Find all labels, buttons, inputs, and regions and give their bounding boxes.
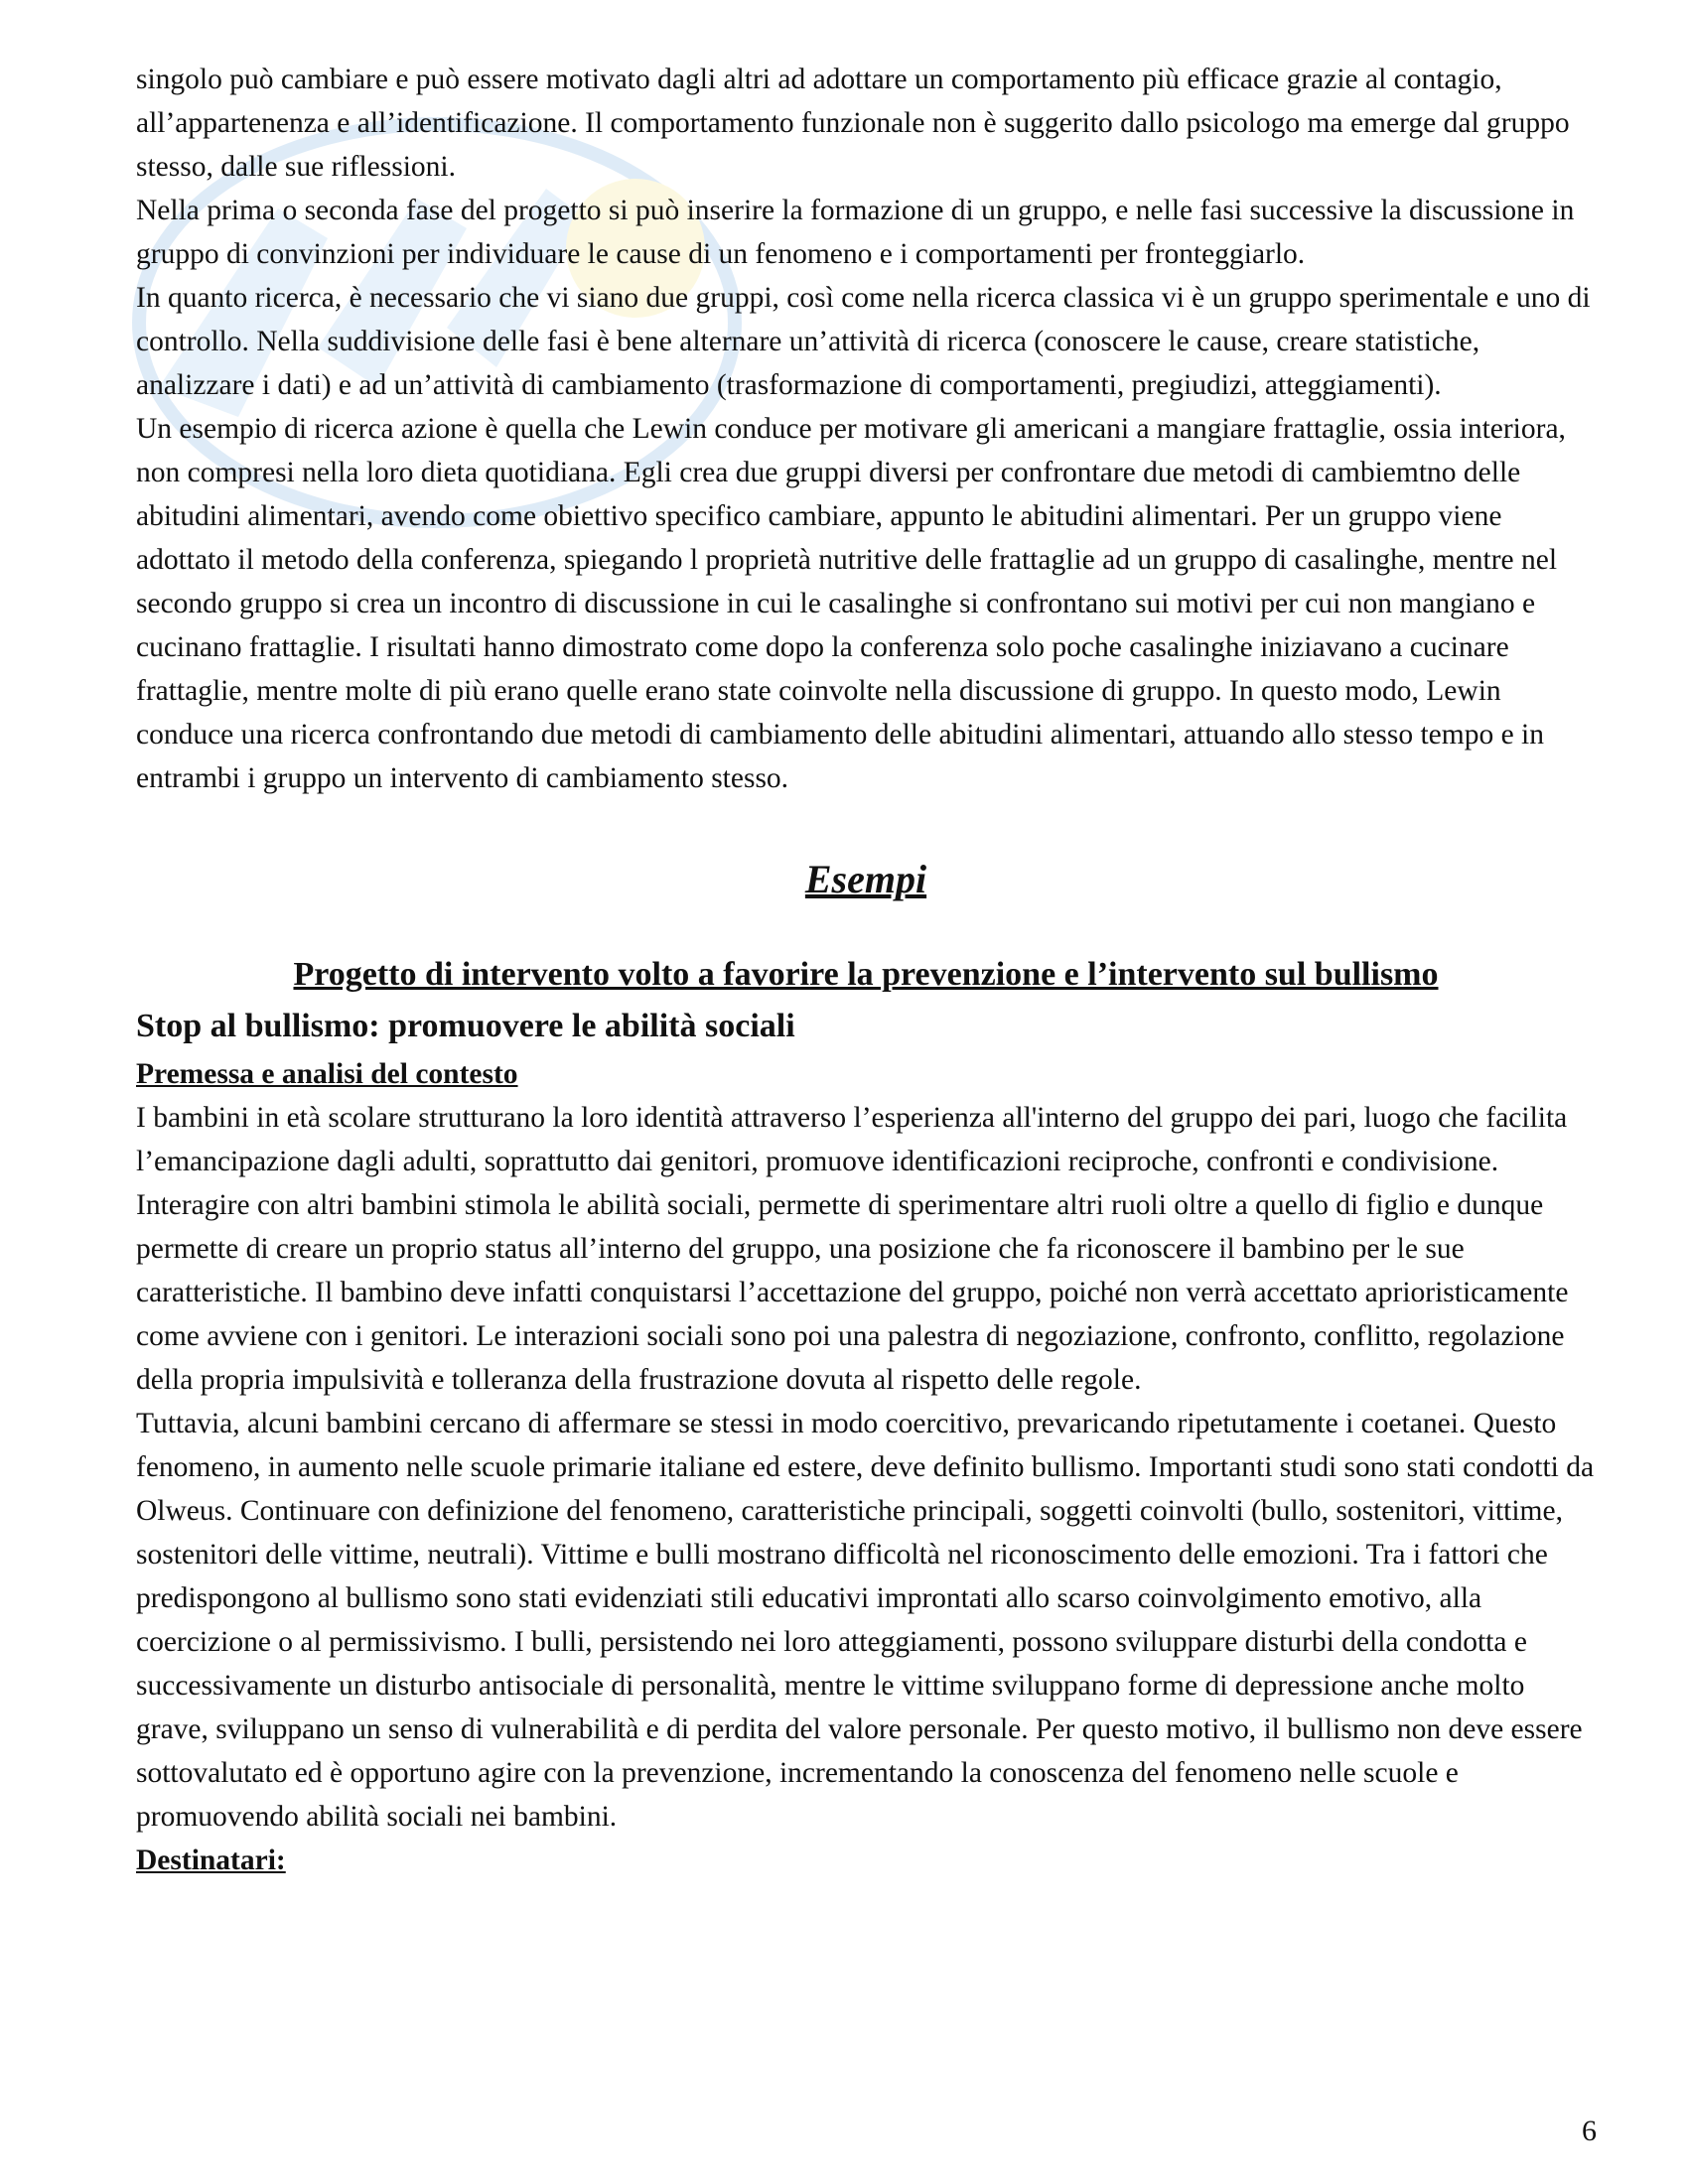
body-paragraph: Tuttavia, alcuni bambini cercano di affermare se stessi in modo coercitivo, prevaricando ripetutamente i coetanei. Questo fenomeno, in aumento nelle scuole primarie italiane ed estere, deve definito bullismo. Importanti studi sono stati condotti da Olweus. Continuare con definizione del fenomeno, caratteristiche principali, soggetti coinvolti (bullo, sostenitori, vittime, sostenitori delle vittime, neutrali). Vittime e bulli mostrano difficoltà nel riconoscimento delle emozioni. Tra i fattori che predispongono al bullismo sono stati evidenziati stili educativi improntati allo scarso coinvolgimento emotivo, alla coercizione o al permissivismo. I bulli, persistendo nei loro atteggiamenti, possono sviluppare disturbi della condotta e successivamente un disturbo antisociale di personalità, mentre le vittime sviluppano forme di depressione anche molto grave, sviluppano un senso di vulnerabilità e di perdita del valore personale. Per questo motivo, il bullismo non deve essere sottovalutato ed è opportuno agire con la prevenzione, incrementando la conoscenza del fenomeno nelle scuole e promuovendo abilità sociali nei bambini. <box>136 1408 1595 1833</box>
body-paragraph: Un esempio di ricerca azione è quella che Lewin conduce per motivare gli americani a mangiare frattaglie, ossia interiora, non compresi nella loro dieta quotidiana. Egli crea due gruppi diversi per confrontare due metodi di cambiemtno delle abitudini alimentari, avendo come obiettivo specifico cambiare, appunto le abitudini alimentari. Per un gruppo viene adottato il metodo della conferenza, spiegando l proprietà nutritive delle frattaglie ad un gruppo di casalinghe, mentre nel secondo gruppo si crea un incontro di discussione in cui le casalinghe si confrontano sui motivi per cui non mangiano e cucinano frattaglie. I risultati hanno dimostrato come dopo la conferenza solo poche casalinghe iniziavano a cucinare frattaglie, mentre molte di più erano quelle erano state coinvolte nella discussione di gruppo. In questo modo, Lewin conduce una ricerca confrontando due metodi di cambiamento delle abitudini alimentari, attuando allo stesso tempo e in entrambi i gruppo un intervento di cambiamento stesso. <box>136 413 1566 794</box>
document-page <box>136 58 1596 1882</box>
premessa-heading: Premessa e analisi del contesto <box>136 1058 518 1090</box>
body-paragraph: Nella prima o seconda fase del progetto si può inserire la formazione di un gruppo, e nelle fasi successive la discussione in gruppo di convinzioni per individuare le cause di un fenomeno e i comportamenti per fronteggiarlo. <box>136 195 1575 270</box>
page-number: 6 <box>1582 2115 1597 2147</box>
body-paragraph: singolo può cambiare e può essere motivato dagli altri ad adottare un comportamento più efficace grazie al contagio, all’appartenenza e all’identificazione. Il comportamento funzionale non è suggerito dallo psicologo ma emerge dal gruppo stesso, dalle sue riflessioni. <box>136 64 1570 183</box>
destinatari-heading: Destinatari: <box>136 1844 286 1876</box>
esempi-heading: Esempi <box>804 857 927 901</box>
body-paragraph: I bambini in età scolare strutturano la loro identità attraverso l’esperienza all'interno del gruppo dei pari, luogo che facilita l’emancipazione dagli adulti, soprattutto dai genitori, promuove identificazioni reciproche, confronti e condivisione. Interagire con altri bambini stimola le abilità sociali, permette di sperimentare altri ruoli oltre a quello di figlio e dunque permette di creare un proprio status all’interno del gruppo, una posizione che fa riconoscere il bambino per le sue caratteristiche. Il bambino deve infatti conquistarsi l’accettazione del gruppo, poiché non verrà accettato aprioristicamente come avviene con i genitori. Le interazioni sociali sono poi una palestra di negoziazione, confronto, conflitto, regolazione della propria impulsività e tolleranza della frustrazione dovuta al rispetto delle regole. <box>136 1102 1569 1396</box>
project-title: Progetto di intervento volto a favorire la prevenzione e l’intervento sul bullismo <box>293 956 1439 993</box>
body-paragraph: In quanto ricerca, è necessario che vi siano due gruppi, così come nella ricerca classica vi è un gruppo sperimentale e uno di controllo. Nella suddivisione delle fasi è bene alternare un’attività di ricerca (conoscere le cause, creare statistiche, analizzare i dati) e ad un’attività di cambiamento (trasformazione di comportamenti, pregiudizi, atteggiamenti). <box>136 282 1591 401</box>
project-subtitle: Stop al bullismo: promuovere le abilità sociali <box>136 1008 795 1044</box>
